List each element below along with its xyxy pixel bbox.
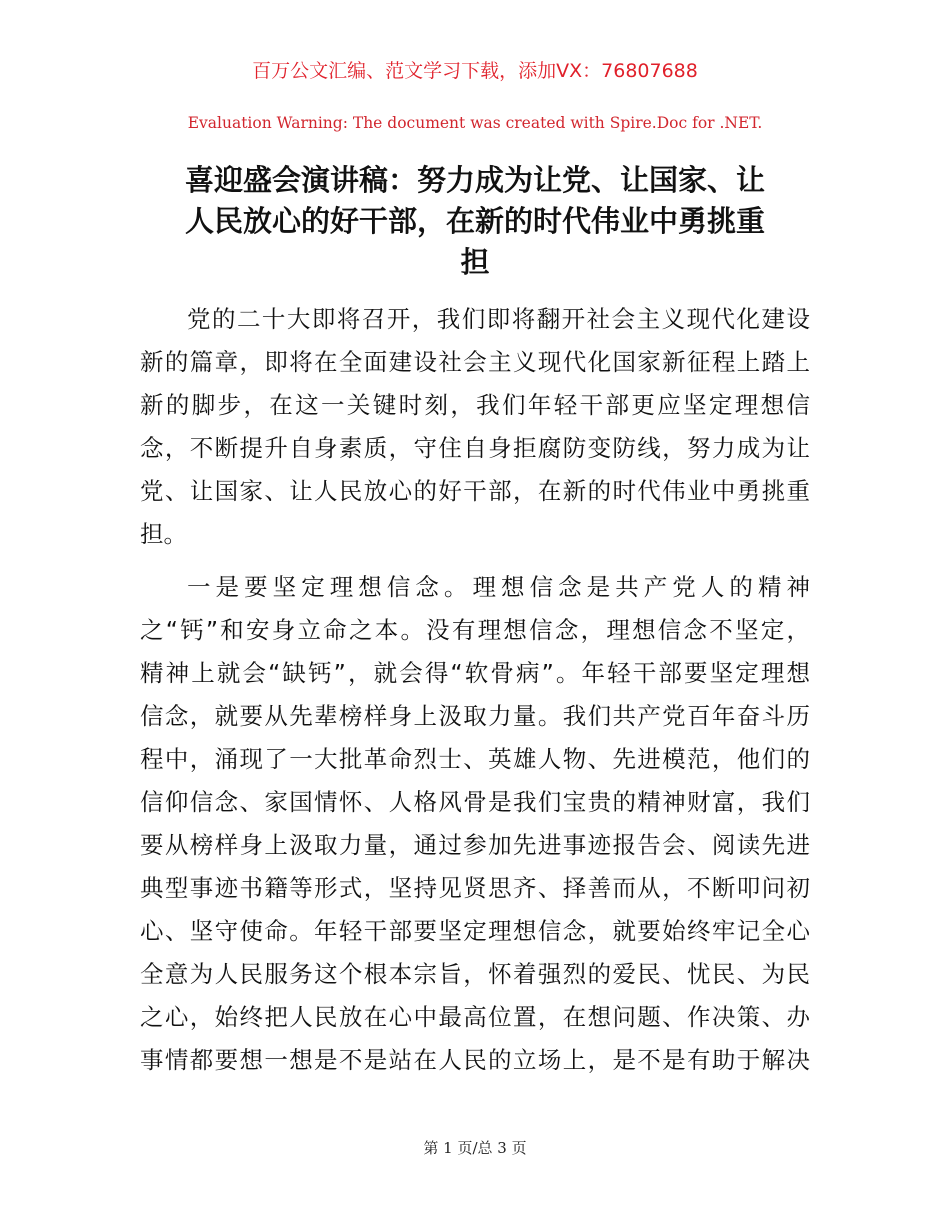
title-line: 担 bbox=[460, 245, 490, 279]
text-line: 党、让国家、让人民放心的好干部，在新的时代伟业中勇挑重 bbox=[140, 477, 810, 505]
text-line: 心、坚守使命。年轻干部要坚定理想信念，就要始终牢记全心 bbox=[140, 917, 810, 945]
evaluation-warning: Evaluation Warning: The document was created with Spire.Doc for .NET. bbox=[187, 114, 763, 132]
text-line: 信念，就要从先辈榜样身上汲取力量。我们共产党百年奋斗历 bbox=[140, 702, 810, 730]
text-line: 事情都要想一想是不是站在人民的立场上，是不是有助于解决 bbox=[140, 1046, 810, 1074]
text-line: 典型事迹书籍等形式，坚持见贤思齐、择善而从，不断叩问初 bbox=[140, 874, 810, 902]
paragraph-intro bbox=[140, 298, 810, 556]
text-line: 程中，涌现了一大批革命烈士、英雄人物、先进模范，他们的 bbox=[140, 745, 810, 773]
text-line: 精神上就会“缺钙”，就会得“软骨病”。年轻干部要坚定理想 bbox=[140, 659, 810, 687]
title-line: 喜迎盛会演讲稿：努力成为让党、让国家、让 bbox=[184, 163, 765, 197]
title-line: 人民放心的好干部，在新的时代伟业中勇挑重 bbox=[184, 204, 765, 238]
text-line: 全意为人民服务这个根本宗旨，怀着强烈的爱民、忧民、为民 bbox=[140, 960, 810, 988]
text-line: 之“钙”和安身立命之本。没有理想信念，理想信念不坚定， bbox=[140, 616, 810, 644]
text-line: 之心，始终把人民放在心中最高位置，在想问题、作决策、办 bbox=[140, 1003, 810, 1031]
text-line: 念，不断提升自身素质，守住自身拒腐防变防线，努力成为让 bbox=[140, 434, 810, 462]
text-line: 党的二十大即将召开，我们即将翻开社会主义现代化建设 bbox=[187, 305, 810, 333]
text-line: 新的篇章，即将在全面建设社会主义现代化国家新征程上踏上 bbox=[140, 348, 810, 376]
text-line: 要从榜样身上汲取力量，通过参加先进事迹报告会、阅读先进 bbox=[140, 831, 810, 859]
text-line: 新的脚步，在这一关键时刻，我们年轻干部更应坚定理想信 bbox=[140, 391, 810, 419]
download-banner: 百万公文汇编、范文学习下载，添加VX：76807688 bbox=[252, 60, 698, 82]
page-number: 第 1 页/总 3 页 bbox=[423, 1139, 527, 1157]
text-line: 信仰信念、家国情怀、人格风骨是我们宝贵的精神财富，我们 bbox=[140, 788, 810, 816]
text-line: 一是要坚定理想信念。理想信念是共产党人的精神 bbox=[187, 573, 810, 601]
text-line: 担。 bbox=[140, 520, 187, 548]
paragraph-ideals bbox=[140, 566, 810, 1082]
document-title bbox=[130, 160, 820, 283]
